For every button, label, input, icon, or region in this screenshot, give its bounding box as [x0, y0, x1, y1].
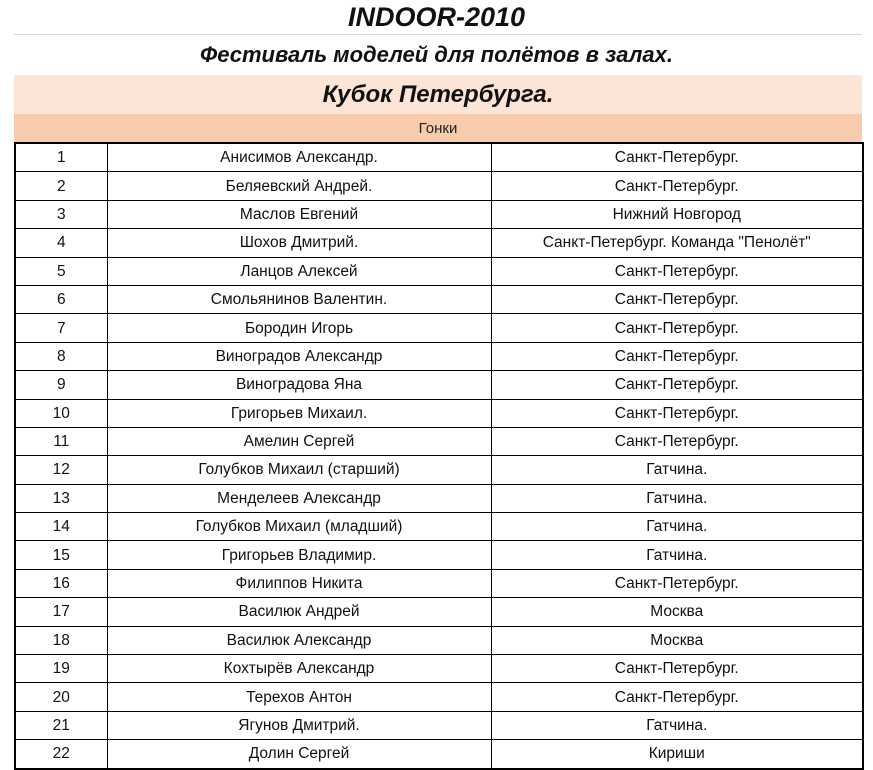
table-row	[15, 342, 863, 370]
city-cell: Санкт-Петербург.	[491, 314, 863, 342]
place-cell: 9	[15, 371, 107, 399]
city-cell: Санкт-Петербург.	[491, 655, 863, 683]
place-cell: 8	[15, 342, 107, 370]
table-row	[15, 655, 863, 683]
place-cell: 12	[15, 456, 107, 484]
city-cell: Гатчина.	[491, 456, 863, 484]
table-row	[15, 285, 863, 313]
table-row	[15, 172, 863, 200]
participant-name-cell: Ланцов Алексей	[107, 257, 491, 285]
festival-subtitle: Фестиваль моделей для полётов в залах.	[200, 42, 673, 67]
place-cell: 19	[15, 655, 107, 683]
table-row	[15, 598, 863, 626]
page-title: INDOOR-2010	[347, 2, 526, 32]
table-row	[15, 569, 863, 597]
participant-name-cell: Василюк Александр	[107, 626, 491, 654]
participant-name-cell: Маслов Евгений	[107, 200, 491, 228]
place-cell: 4	[15, 229, 107, 257]
title-divider	[14, 34, 862, 35]
place-cell: 1	[15, 143, 107, 172]
participant-name-cell: Терехов Антон	[107, 683, 491, 711]
table-row	[15, 711, 863, 739]
participant-name-cell: Менделеев Александр	[107, 484, 491, 512]
city-cell: Санкт-Петербург.	[491, 143, 863, 172]
table-row	[15, 314, 863, 342]
participant-name-cell: Смольянинов Валентин.	[107, 285, 491, 313]
place-cell: 18	[15, 626, 107, 654]
place-cell: 17	[15, 598, 107, 626]
city-cell: Гатчина.	[491, 513, 863, 541]
participant-name-cell: Шохов Дмитрий.	[107, 229, 491, 257]
place-cell: 16	[15, 569, 107, 597]
participant-name-cell: Амелин Сергей	[107, 427, 491, 455]
city-cell: Санкт-Петербург.	[491, 342, 863, 370]
place-cell: 21	[15, 711, 107, 739]
place-cell: 3	[15, 200, 107, 228]
city-cell: Москва	[491, 598, 863, 626]
place-cell: 10	[15, 399, 107, 427]
results-body	[15, 143, 863, 769]
table-row	[15, 143, 863, 172]
results-table	[14, 142, 864, 770]
participant-name-cell: Григорьев Владимир.	[107, 541, 491, 569]
city-cell: Санкт-Петербург.	[491, 427, 863, 455]
city-cell: Санкт-Петербург. Команда "Пенолёт"	[491, 229, 863, 257]
table-row	[15, 371, 863, 399]
city-cell: Нижний Новгород	[491, 200, 863, 228]
table-row	[15, 456, 863, 484]
participant-name-cell: Виноградова Яна	[107, 371, 491, 399]
city-cell: Гатчина.	[491, 711, 863, 739]
city-cell: Гатчина.	[491, 484, 863, 512]
participant-name-cell: Голубков Михаил (младший)	[107, 513, 491, 541]
table-row	[15, 229, 863, 257]
place-cell: 20	[15, 683, 107, 711]
table-row	[15, 626, 863, 654]
table-row	[15, 399, 863, 427]
city-cell: Санкт-Петербург.	[491, 399, 863, 427]
participant-name-cell: Беляевский Андрей.	[107, 172, 491, 200]
table-row	[15, 484, 863, 512]
city-cell: Санкт-Петербург.	[491, 371, 863, 399]
category-header: Гонки	[14, 114, 862, 142]
cup-banner: Кубок Петербурга.	[14, 75, 862, 114]
place-cell: 14	[15, 513, 107, 541]
city-cell: Москва	[491, 626, 863, 654]
table-row	[15, 427, 863, 455]
table-row	[15, 541, 863, 569]
place-cell: 2	[15, 172, 107, 200]
place-cell: 11	[15, 427, 107, 455]
place-cell: 13	[15, 484, 107, 512]
city-cell: Санкт-Петербург.	[491, 683, 863, 711]
place-cell: 15	[15, 541, 107, 569]
participant-name-cell: Виноградов Александр	[107, 342, 491, 370]
place-cell: 22	[15, 740, 107, 769]
participant-name-cell: Ягунов Дмитрий.	[107, 711, 491, 739]
city-cell: Санкт-Петербург.	[491, 285, 863, 313]
place-cell: 5	[15, 257, 107, 285]
city-cell: Санкт-Петербург.	[491, 172, 863, 200]
place-cell: 7	[15, 314, 107, 342]
table-row	[15, 257, 863, 285]
city-cell: Санкт-Петербург.	[491, 569, 863, 597]
city-cell: Санкт-Петербург.	[491, 257, 863, 285]
participant-name-cell: Григорьев Михаил.	[107, 399, 491, 427]
table-row	[15, 740, 863, 769]
participant-name-cell: Анисимов Александр.	[107, 143, 491, 172]
participant-name-cell: Голубков Михаил (старший)	[107, 456, 491, 484]
participant-name-cell: Кохтырёв Александр	[107, 655, 491, 683]
table-row	[15, 200, 863, 228]
table-row	[15, 683, 863, 711]
participant-name-cell: Бородин Игорь	[107, 314, 491, 342]
place-cell: 6	[15, 285, 107, 313]
city-cell: Гатчина.	[491, 541, 863, 569]
participant-name-cell: Василюк Андрей	[107, 598, 491, 626]
participant-name-cell: Филиппов Никита	[107, 569, 491, 597]
participant-name-cell: Долин Сергей	[107, 740, 491, 769]
city-cell: Кириши	[491, 740, 863, 769]
table-row	[15, 513, 863, 541]
